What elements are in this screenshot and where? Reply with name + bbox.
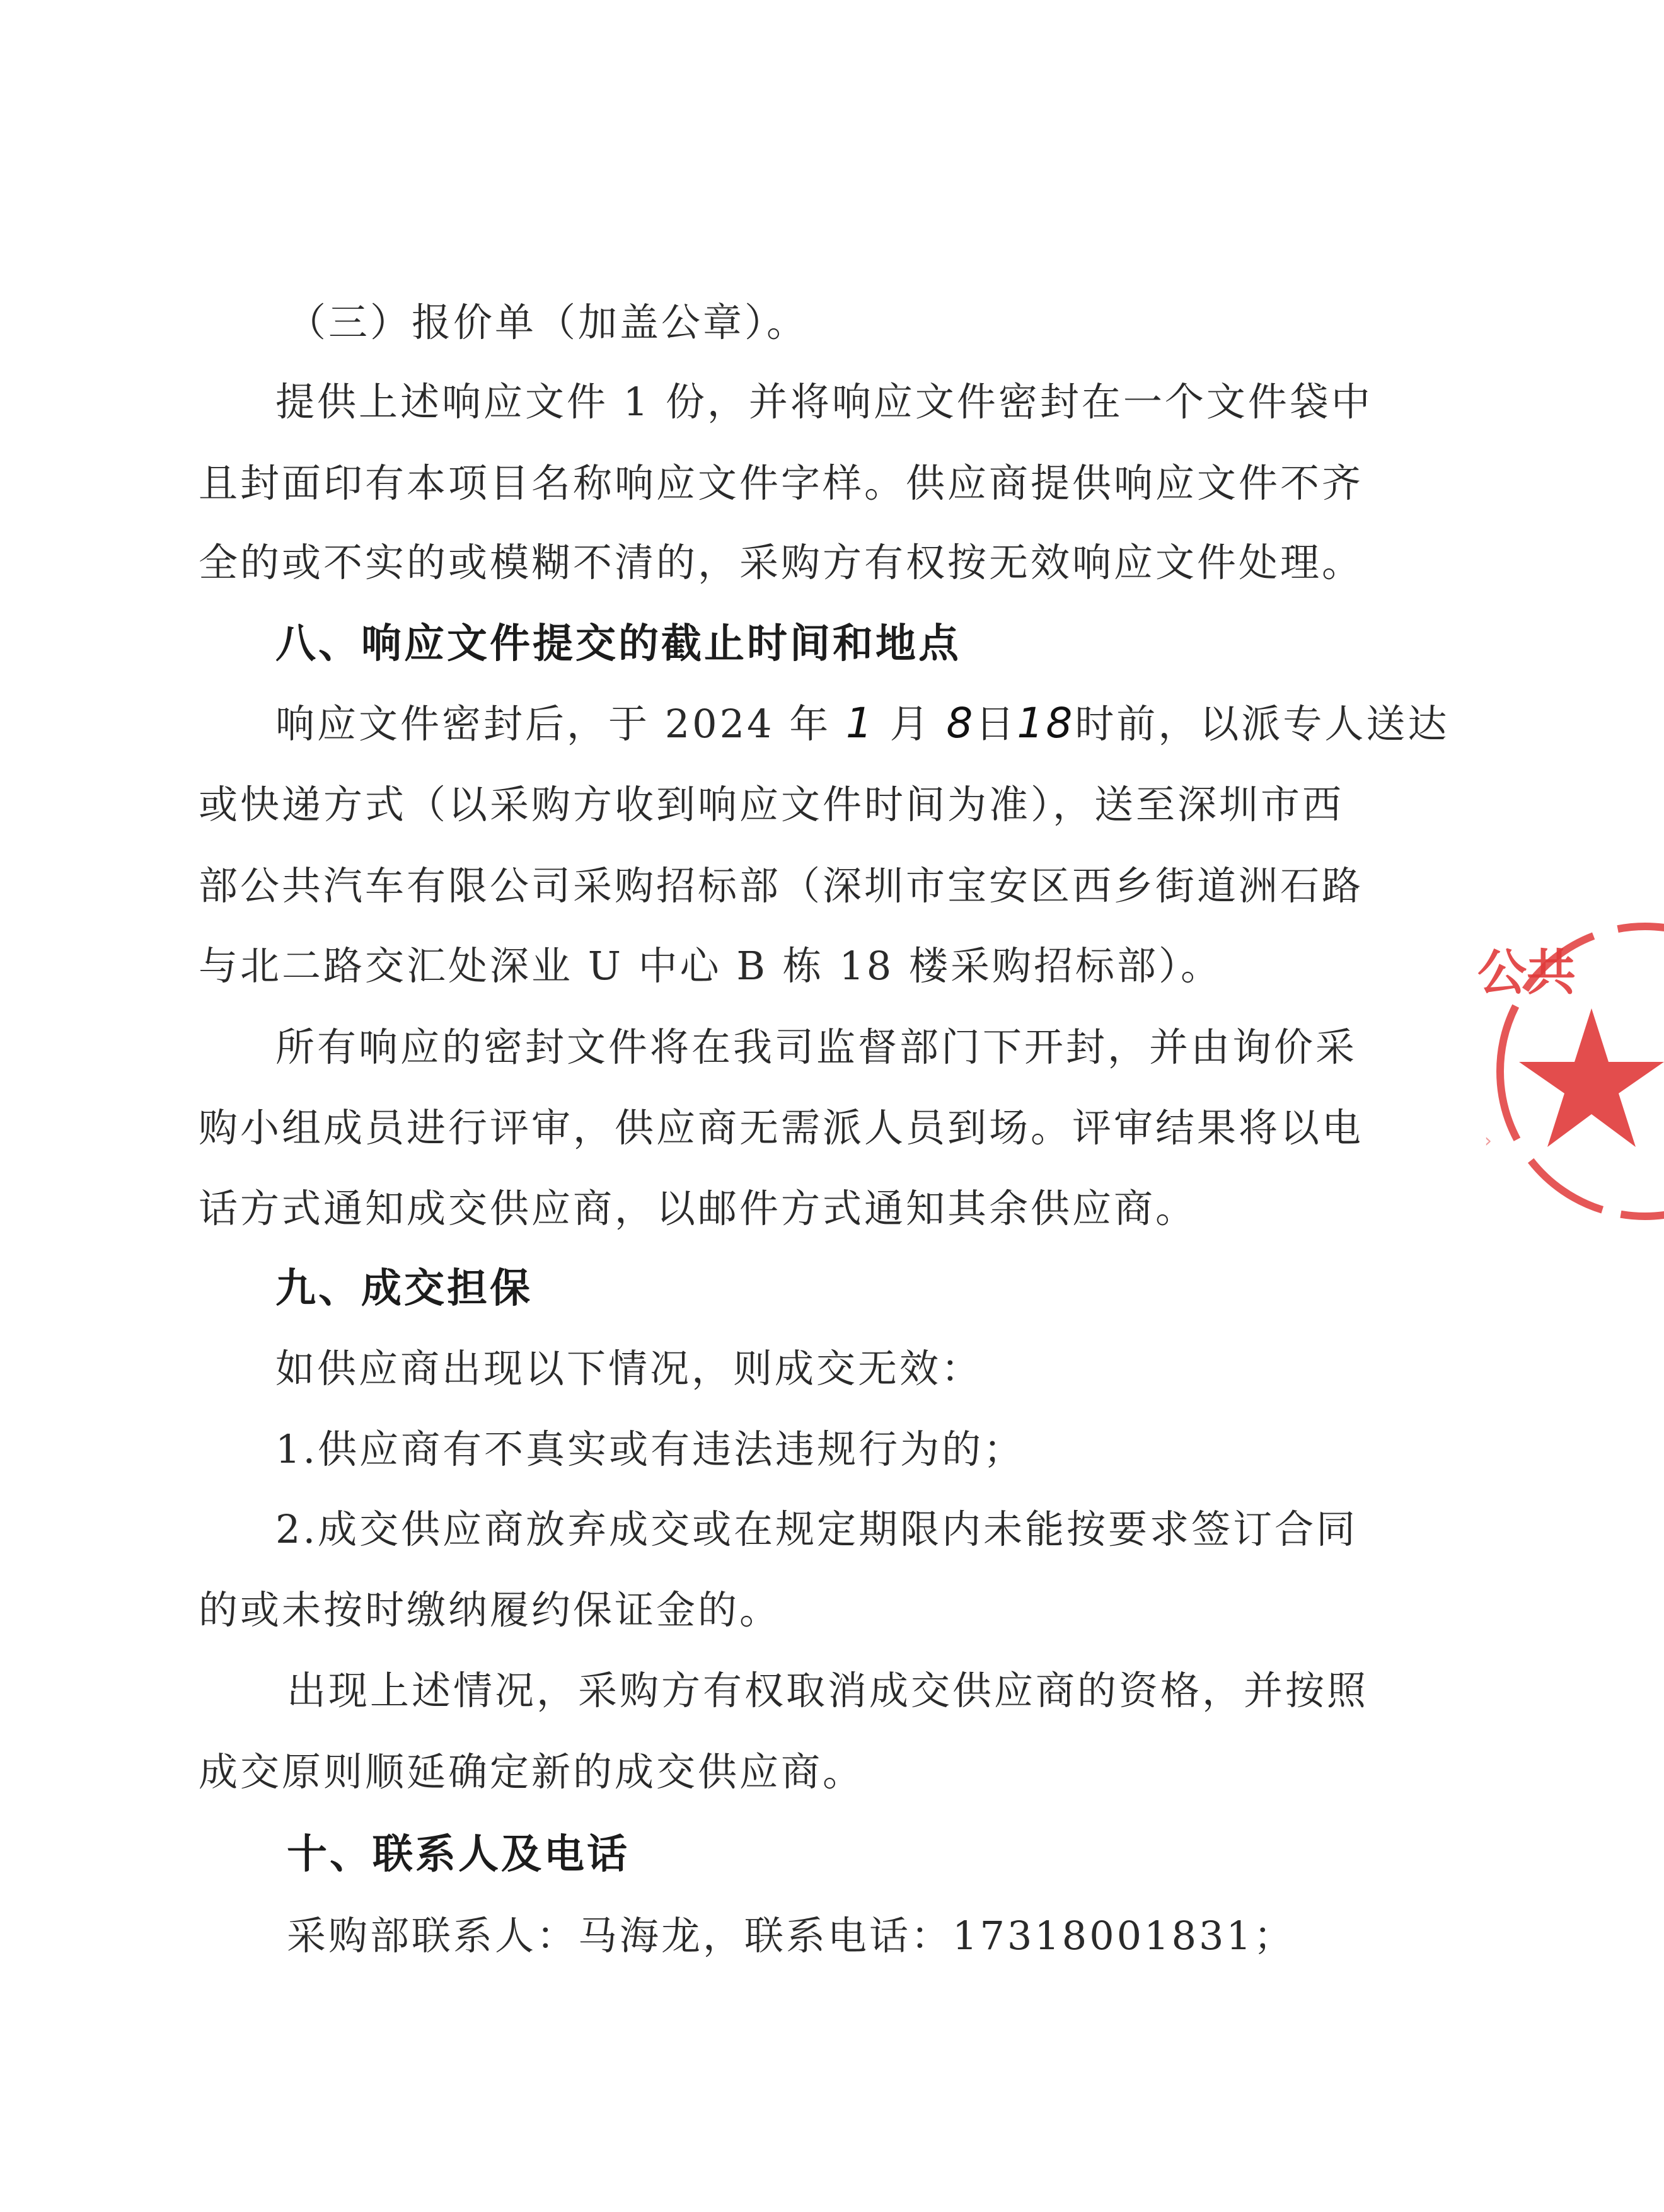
day-label: 日 [975,701,1017,747]
handwritten-hour: 18 [1017,699,1075,747]
seal-text: 公共 [1477,945,1576,1001]
handwritten-day: 8 [946,699,976,747]
deadline-text-prefix: 响应文件密封后，于 2024 年 [275,701,831,747]
deadline-paragraph-line-1 [275,698,1449,749]
condition-item-2-line-2: 的或未按时缴纳履约保证金的。 [199,1587,782,1633]
seal-star-icon [1519,1008,1664,1147]
month-label: 月 [889,701,932,747]
invalid-conditions-intro: 如供应商出现以下情况，则成交无效： [275,1345,983,1391]
deadline-paragraph-line-4: 与北二路交汇处深业 U 中心 B 栋 18 楼采购招标部）。 [199,943,1222,989]
response-file-paragraph-line-1: 提供上述响应文件 1 份，并将响应文件密封在一个文件袋中 [275,379,1373,425]
consequence-paragraph-line-1: 出现上述情况，采购方有权取消成交供应商的资格，并按照 [287,1668,1369,1714]
evaluation-paragraph-line-1: 所有响应的密封文件将在我司监督部门下开封，并由询价采 [275,1024,1358,1070]
condition-item-1: 1.供应商有不真实或有违法违规行为的； [275,1426,1026,1472]
quote-sheet-item: （三）报价单（加盖公章）。 [287,299,809,345]
deadline-text-suffix: 时前，以派专人送达 [1075,701,1450,747]
section-10-heading: 十、联系人及电话 [287,1831,630,1878]
evaluation-paragraph-line-2: 购小组成员进行评审，供应商无需派人员到场。评审结果将以电 [199,1105,1364,1151]
handwritten-month: 1 [845,699,875,747]
evaluation-paragraph-line-3: 话方式通知成交供应商，以邮件方式通知其余供应商。 [199,1185,1198,1231]
official-seal [1475,914,1664,1229]
response-file-paragraph-line-2: 且封面印有本项目名称响应文件字样。供应商提供响应文件不齐 [199,460,1364,506]
consequence-paragraph-line-2: 成交原则顺延确定新的成交供应商。 [199,1749,865,1795]
response-file-paragraph-line-3: 全的或不实的或模糊不清的，采购方有权按无效响应文件处理。 [199,539,1364,585]
section-9-heading: 九、成交担保 [275,1265,533,1312]
deadline-paragraph-line-3: 部公共汽车有限公司采购招标部（深圳市宝安区西乡街道洲石路 [199,863,1364,909]
condition-item-2-line-1: 2.成交供应商放弃成交或在规定期限内未能按要求签订合同 [275,1506,1358,1552]
section-8-heading: 八、响应文件提交的截止时间和地点 [275,621,961,667]
svg-text:›: › [1484,1130,1492,1152]
contact-line: 采购部联系人：马海龙，联系电话：17318001831； [287,1913,1295,1959]
deadline-paragraph-line-2: 或快递方式（以采购方收到响应文件时间为准），送至深圳市西 [199,781,1344,827]
